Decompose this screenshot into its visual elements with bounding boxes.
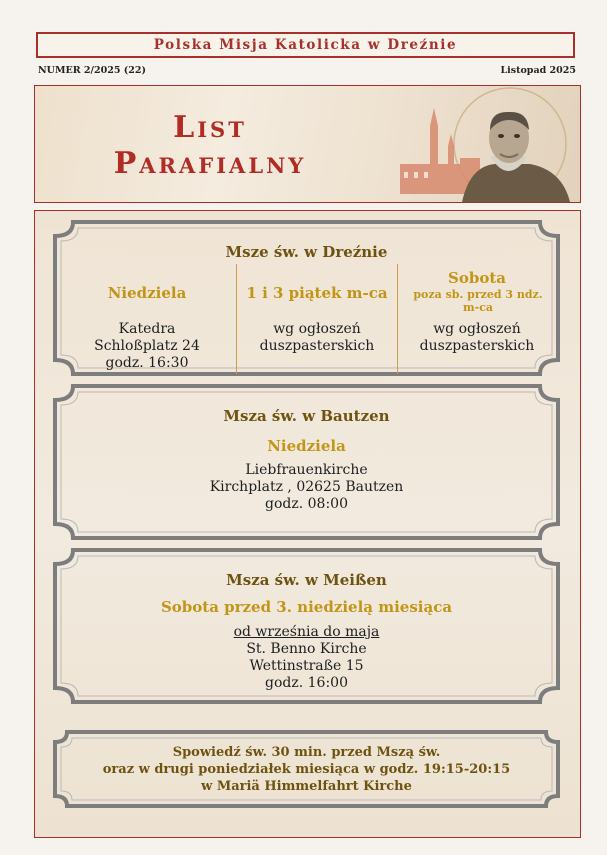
title-line-2: Parafialny — [113, 146, 307, 181]
confession-frame — [51, 728, 562, 810]
detail-line: Schloßplatz 24 — [94, 338, 200, 354]
saturday-details — [398, 321, 556, 355]
confession-line: w Mariä Himmelfahrt Kirche — [201, 779, 412, 794]
friday-details — [237, 321, 397, 355]
meissen-details — [51, 624, 562, 692]
confession-line: Spowiedź św. 30 min. przed Mszą św. — [172, 745, 441, 760]
saturday-heading: Sobota — [448, 269, 506, 287]
mission-title: Polska Misja Katolicka w Dreźnie — [153, 37, 458, 53]
detail-line: Kirchplatz , 02625 Bautzen — [209, 479, 404, 495]
friday-column — [237, 218, 397, 378]
detail-line: wg ogłoszeń — [273, 321, 361, 337]
sunday-heading: Niedziela — [107, 284, 187, 302]
friday-heading: 1 i 3 piątek m-ca — [246, 284, 388, 302]
confession-info — [51, 744, 562, 795]
detail-line: godz. 16:00 — [265, 675, 348, 691]
detail-line: duszpasterskich — [259, 338, 375, 354]
issue-date: Listopad 2025 — [500, 65, 576, 76]
detail-line: wg ogłoszeń — [433, 321, 521, 337]
sunday-details — [59, 321, 235, 372]
issue-number: NUMER 2/2025 (22) — [38, 65, 146, 76]
detail-line: Liebfrauenkirche — [245, 462, 368, 478]
meissen-day: Sobota przed 3. niedzielą miesiąca — [160, 598, 453, 616]
period-line: od września do maja — [233, 624, 380, 640]
bautzen-frame — [51, 382, 562, 542]
dresden-frame — [51, 218, 562, 378]
detail-line: duszpasterskich — [419, 338, 535, 354]
detail-line: godz. 08:00 — [265, 496, 348, 512]
bautzen-details — [51, 462, 562, 513]
detail-line: godz. 16:30 — [105, 355, 189, 371]
title-banner — [34, 85, 581, 203]
saturday-column — [398, 218, 556, 378]
meissen-title: Msza św. w Meißen — [226, 571, 387, 589]
dresden-title: Msze św. w Dreźnie — [225, 243, 388, 261]
detail-line: Wettinstraße 15 — [249, 658, 364, 674]
bautzen-day: Niedziela — [267, 437, 346, 455]
saturday-note: poza sb. przed 3 ndz. m-ca — [413, 288, 543, 314]
bautzen-title: Msza św. w Bautzen — [223, 407, 390, 425]
mission-header — [36, 32, 575, 58]
detail-line: St. Benno Kirche — [246, 641, 367, 657]
sunday-column — [59, 218, 235, 378]
detail-line: Katedra — [118, 321, 176, 337]
saint-portrait-image — [390, 86, 580, 202]
confession-line: oraz w drugi poniedziałek miesiąca w godz. 19:15-20:15 — [102, 762, 511, 777]
meissen-frame — [51, 546, 562, 706]
title-line-1: List — [173, 110, 247, 145]
